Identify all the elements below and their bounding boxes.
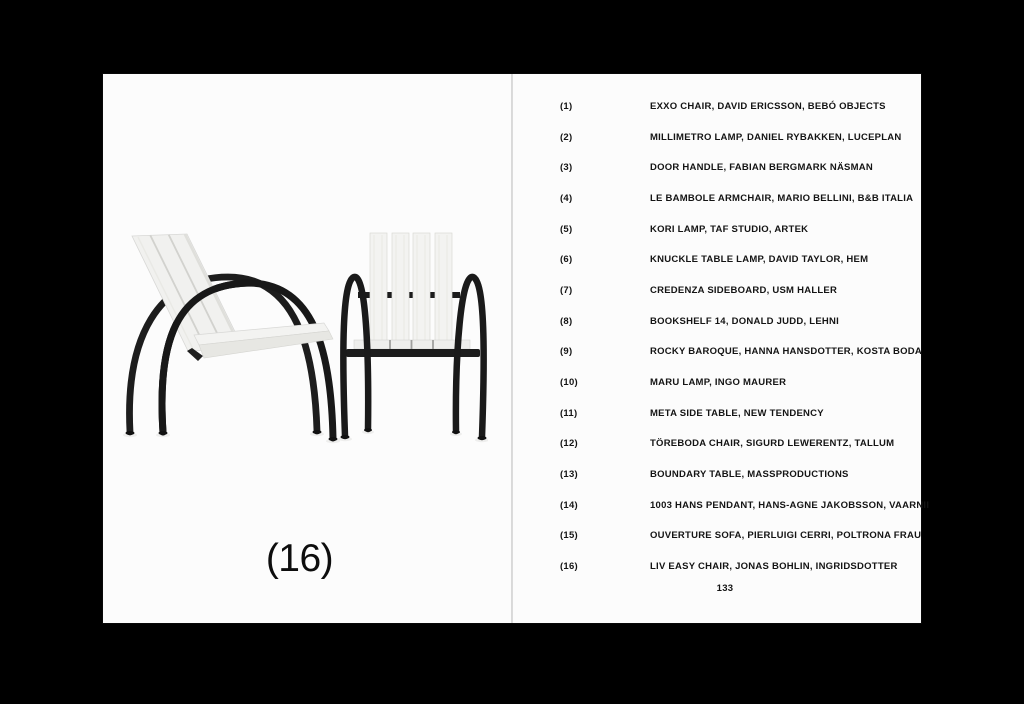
list-item	[560, 521, 922, 552]
item-label: DOOR HANDLE, FABIAN BERGMARK NÄSMAN	[650, 162, 874, 174]
list-item	[560, 244, 915, 275]
item-number: (1)	[560, 100, 573, 112]
list-item	[560, 214, 915, 245]
list-item	[560, 275, 915, 306]
item-label: CREDENZA SIDEBOARD, USM HALLER	[650, 284, 838, 296]
item-number: (9)	[560, 346, 573, 358]
item-label: BOOKSHELF 14, DONALD JUDD, LEHNI	[650, 315, 840, 327]
item-label: MILLIMETRO LAMP, DANIEL RYBAKKEN, LUCEPLAN	[650, 131, 902, 143]
book-spread	[103, 74, 930, 623]
figure-caption: (16)	[265, 537, 334, 580]
item-label: ROCKY BAROQUE, HANNA HANSDOTTER, KOSTA BODA	[650, 346, 923, 358]
item-number: (5)	[560, 223, 573, 235]
item-number: (6)	[560, 254, 573, 266]
item-label: KNUCKLE TABLE LAMP, DAVID TAYLOR, HEM	[650, 254, 869, 266]
figure-list	[560, 91, 930, 582]
item-number: (2)	[560, 131, 573, 143]
item-label: EXXO CHAIR, DAVID ERICSSON, BEBÓ OBJECTS	[650, 100, 886, 112]
item-number: (13)	[560, 469, 578, 481]
page-number: 133	[716, 583, 734, 594]
item-label: BOUNDARY TABLE, MASSPRODUCTIONS	[650, 469, 849, 481]
item-number: (8)	[560, 315, 573, 327]
item-label: OUVERTURE SOFA, PIERLUIGI CERRI, POLTRONA FRAU	[650, 530, 922, 542]
item-label: TÖREBODA CHAIR, SIGURD LEWERENTZ, TALLUM	[650, 438, 895, 450]
list-item	[560, 183, 915, 214]
item-number: (4)	[560, 192, 573, 204]
left-page	[103, 74, 512, 623]
item-label: META SIDE TABLE, NEW TENDENCY	[650, 407, 824, 419]
list-item	[560, 91, 915, 122]
item-label: KORI LAMP, TAF STUDIO, ARTEK	[650, 223, 809, 235]
item-number: (11)	[560, 407, 578, 419]
list-item	[560, 398, 915, 429]
item-number: (12)	[560, 438, 578, 450]
item-number: (10)	[560, 377, 578, 389]
list-item	[560, 551, 915, 582]
chairs-photo	[108, 223, 488, 453]
item-number: (16)	[560, 561, 578, 573]
list-item	[560, 122, 915, 153]
item-label: LE BAMBOLE ARMCHAIR, MARIO BELLINI, B&B ITALIA	[650, 192, 914, 204]
list-item	[560, 429, 915, 460]
item-label: LIV EASY CHAIR, JONAS BOHLIN, INGRIDSDOTTER	[650, 561, 898, 573]
item-number: (15)	[560, 530, 578, 542]
chair-feet	[126, 428, 487, 441]
list-item	[560, 459, 915, 490]
chair-front-view	[343, 233, 483, 437]
item-number: (3)	[560, 162, 573, 174]
item-label: 1003 HANS PENDANT, HANS-AGNE JAKOBSSON, VAARNII	[650, 499, 930, 511]
item-number: (14)	[560, 499, 578, 511]
list-item	[560, 152, 915, 183]
item-number: (7)	[560, 284, 573, 296]
chair-seat-strip	[354, 340, 470, 349]
item-label: MARU LAMP, INGO MAURER	[650, 377, 787, 389]
list-item	[560, 490, 930, 521]
list-item	[560, 367, 915, 398]
list-item	[560, 337, 923, 368]
chair-side-view	[130, 234, 333, 438]
list-item	[560, 306, 915, 337]
floor-shadows	[123, 430, 488, 443]
right-page	[512, 74, 930, 623]
